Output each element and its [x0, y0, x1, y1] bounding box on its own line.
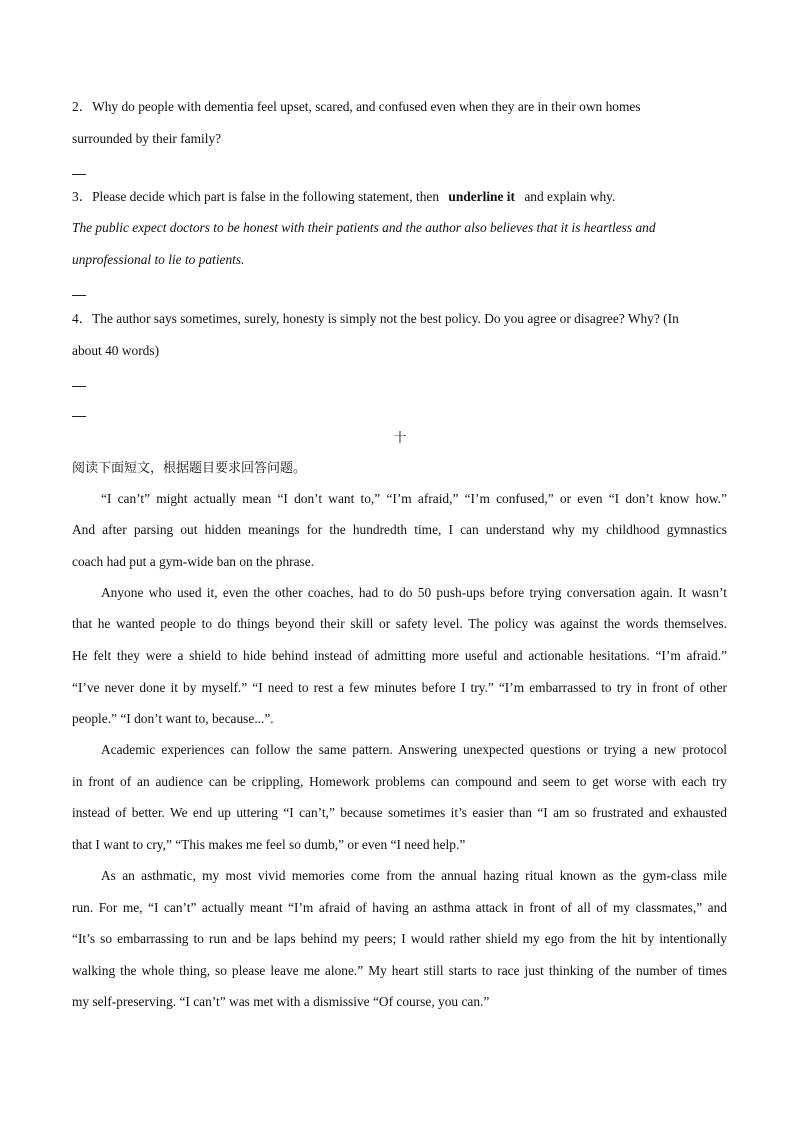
answer-blank-q2 [72, 174, 86, 175]
p4-line-1: As an asthmatic, my most vivid memories come from the annual hazing ritual known as the gym-class mile [101, 868, 727, 883]
question-4-line-2: about 40 words) [72, 343, 160, 358]
question-3-lead: 3．Please decide which part is false in the following statement, then [72, 189, 440, 204]
p2-line-1: Anyone who used it, even the other coaches, had to do 50 push-ups before trying conversation again. It wasn’t [101, 585, 727, 600]
question-2-line-2: surrounded by their family? [72, 131, 222, 146]
p3-line-2: in front of an audience can be crippling, Homework problems can compound and seem to get worse with each try [72, 774, 727, 789]
question-4-line-1: 4．The author says sometimes, surely, honesty is simply not the best policy. Do you agree or disagree? Why? (In [72, 311, 679, 326]
p4-line-5: my self-preserving. “I can’t” was met with a dismissive “Of course, you can.” [72, 994, 490, 1009]
p4-line-3: “It’s so embarrassing to run and be laps behind my peers; I would rather shield my ego from the hit by intentionally [72, 931, 727, 946]
section-number: 十 [393, 431, 407, 446]
p1-line-1: “I can’t” might actually mean “I don’t want to,” “I’m afraid,” “I’m confused,” or even “I don’t know how.” [101, 491, 727, 506]
section-instruction: 阅读下面短文，根据题目要求回答问题。 [72, 461, 307, 476]
question-3-bold: underline it [448, 189, 515, 204]
answer-blank-q3 [72, 295, 86, 296]
p4-line-2: run. For me, “I can’t” actually meant “I’m afraid of having an asthma attack in front of all of my classmates,” and [72, 900, 727, 915]
p3-line-3: instead of better. We end up uttering “I can’t,” because sometimes it’s easier than “I am so frustrated and exhausted [72, 805, 727, 820]
question-3-line-1 [72, 189, 615, 205]
p2-line-2: that he wanted people to do things beyond their skill or safety level. The policy was against the words themselves. [72, 616, 727, 631]
question-3-statement-line-2: unprofessional to lie to patients. [72, 252, 245, 267]
question-2-line-1: 2．Why do people with dementia feel upset, scared, and confused even when they are in their own homes [72, 99, 641, 114]
answer-blank-q4-2 [72, 416, 86, 417]
p2-line-3: He felt they were a shield to hide behind instead of admitting more useful and actionable hesitations. “I’m afraid.” [72, 648, 727, 663]
p2-line-4: “I’ve never done it by myself.” “I need to rest a few minutes before I try.” “I’m embarrassed to try in front of other [72, 680, 727, 695]
p1-line-3: coach had put a gym-wide ban on the phrase. [72, 554, 315, 569]
p3-line-1: Academic experiences can follow the same pattern. Answering unexpected questions or trying a new protocol [101, 742, 727, 757]
p4-line-4: walking the whole thing, so please leave me alone.” My heart still starts to race just thinking of the number of times [72, 963, 727, 978]
p3-line-4: that I want to cry,” “This makes me feel so dumb,” or even “I need help.” [72, 837, 466, 852]
answer-blank-q4-1 [72, 386, 86, 387]
question-3-statement-line-1: The public expect doctors to be honest with their patients and the author also believes that it is heartless and [72, 220, 656, 235]
p1-line-2: And after parsing out hidden meanings for the hundredth time, I can understand why my childhood gymnastics [72, 522, 727, 537]
p2-line-5: people.” “I don’t want to, because...”. [72, 711, 274, 726]
question-3-tail: and explain why. [524, 189, 616, 204]
